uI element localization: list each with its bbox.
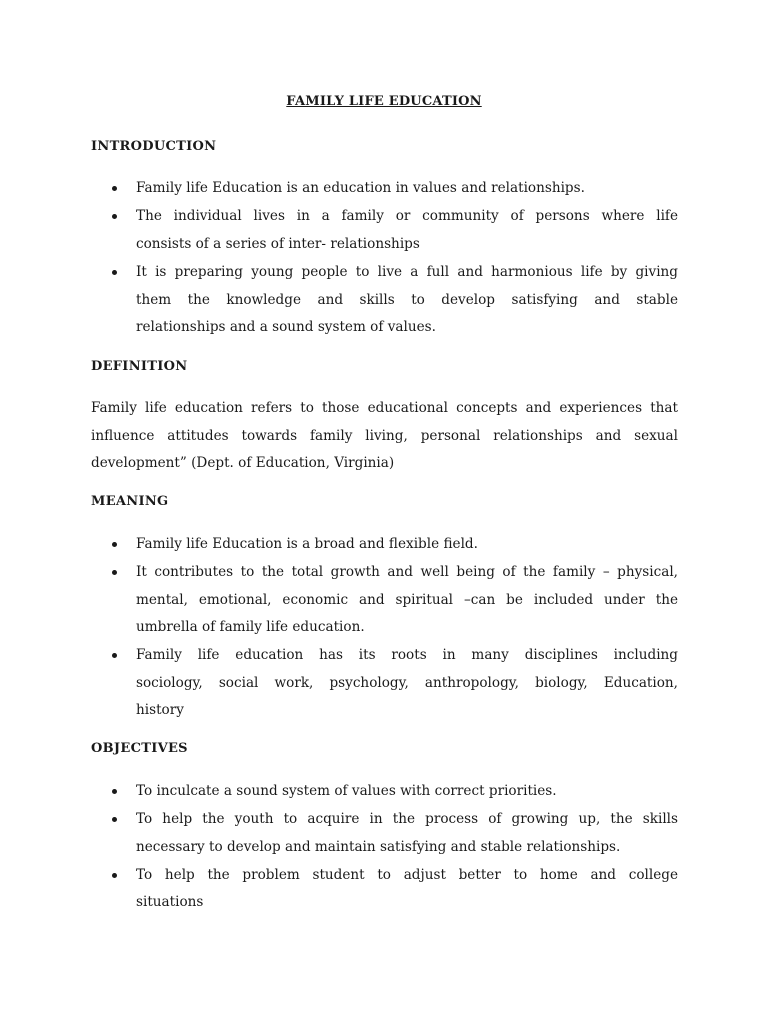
meaning-bullet-2-line-2: mental, emotional, economic and spiritual –can be included under the xyxy=(136,592,678,608)
meaning-bullet-3-line-1: Family life education has its roots in many disciplines including xyxy=(136,647,678,663)
meaning-bullet-3-line-2: sociology, social work, psychology, anthropology, biology, Education, xyxy=(136,675,678,691)
objectives-bullet-2-line-1: To help the youth to acquire in the process of growing up, the skills xyxy=(136,811,678,827)
section-heading-definition: DEFINITION xyxy=(91,359,188,374)
bullet-marker xyxy=(112,873,117,878)
document-title: FAMILY LIFE EDUCATION xyxy=(286,94,482,109)
objectives-bullet-3-line-2: situations xyxy=(136,894,204,910)
meaning-bullet-1-line-1: Family life Education is a broad and flexible field. xyxy=(136,536,478,552)
meaning-bullet-2-line-1: It contributes to the total growth and well being of the family – physical, xyxy=(136,564,678,580)
bullet-marker xyxy=(112,542,117,547)
bullet-marker xyxy=(112,653,117,658)
bullet-marker xyxy=(112,186,117,191)
meaning-bullet-3-line-3: history xyxy=(136,702,184,718)
section-heading-introduction: INTRODUCTION xyxy=(91,139,217,154)
objectives-bullet-2-line-2: necessary to develop and maintain satisfying and stable relationships. xyxy=(136,839,621,855)
intro-bullet-2-line-2: consists of a series of inter- relationships xyxy=(136,236,420,252)
definition-line-2: influence attitudes towards family living, personal relationships and sexual xyxy=(91,428,678,444)
intro-bullet-3-line-2: them the knowledge and skills to develop satisfying and stable xyxy=(136,292,678,308)
section-heading-objectives: OBJECTIVES xyxy=(91,741,188,756)
intro-bullet-2-line-1: The individual lives in a family or community of persons where life xyxy=(136,208,678,224)
bullet-marker xyxy=(112,270,117,275)
bullet-marker xyxy=(112,789,117,794)
intro-bullet-3-line-1: It is preparing young people to live a full and harmonious life by giving xyxy=(136,264,678,280)
objectives-bullet-1-line-1: To inculcate a sound system of values with correct priorities. xyxy=(136,783,557,799)
meaning-bullet-2-line-3: umbrella of family life education. xyxy=(136,619,365,635)
bullet-marker xyxy=(112,214,117,219)
intro-bullet-1-line-1: Family life Education is an education in values and relationships. xyxy=(136,180,585,196)
intro-bullet-3-line-3: relationships and a sound system of values. xyxy=(136,319,436,335)
definition-line-3: development” (Dept. of Education, Virginia) xyxy=(91,455,395,471)
bullet-marker xyxy=(112,817,117,822)
bullet-marker xyxy=(112,570,117,575)
definition-line-1: Family life education refers to those educational concepts and experiences that xyxy=(91,400,678,416)
objectives-bullet-3-line-1: To help the problem student to adjust better to home and college xyxy=(136,867,678,883)
section-heading-meaning: MEANING xyxy=(91,494,169,509)
